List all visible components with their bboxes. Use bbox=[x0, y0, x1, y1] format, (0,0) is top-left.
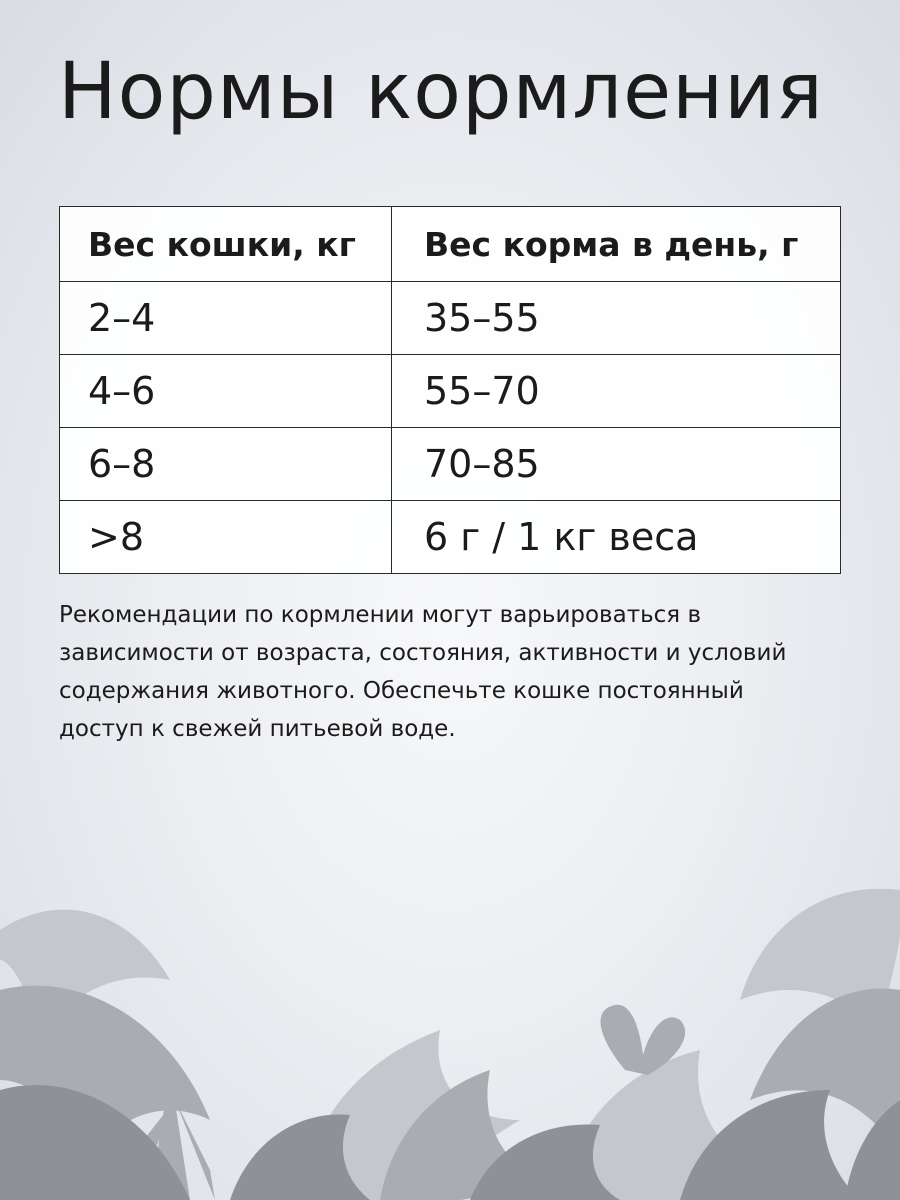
page-title: Нормы кормления bbox=[58, 47, 824, 137]
cat-weight-cell: >8 bbox=[60, 501, 392, 574]
feeding-recommendation-note: Рекомендации по кормлении могут варьироваться в зависимости от возраста, состояния, активности и условий содержания животного. Обеспечьте кошке постоянный доступ к свежей питьевой воде. bbox=[59, 602, 787, 742]
cat-weight-cell: 2–4 bbox=[60, 282, 392, 355]
tropical-foliage-decoration bbox=[0, 870, 900, 1200]
food-weight-cell: 35–55 bbox=[392, 282, 841, 355]
table-row bbox=[60, 355, 841, 428]
column-header-food-weight: Вес корма в день, г bbox=[392, 207, 841, 282]
cat-weight-cell: 6–8 bbox=[60, 428, 392, 501]
food-weight-cell: 70–85 bbox=[392, 428, 841, 501]
food-weight-cell: 55–70 bbox=[392, 355, 841, 428]
cat-weight-cell: 4–6 bbox=[60, 355, 392, 428]
feeding-norms-table bbox=[59, 206, 841, 574]
food-weight-cell: 6 г / 1 кг веса bbox=[392, 501, 841, 574]
table-row bbox=[60, 428, 841, 501]
table-header-row bbox=[60, 207, 841, 282]
table-row bbox=[60, 501, 841, 574]
column-header-cat-weight: Вес кошки, кг bbox=[60, 207, 392, 282]
table-row bbox=[60, 282, 841, 355]
